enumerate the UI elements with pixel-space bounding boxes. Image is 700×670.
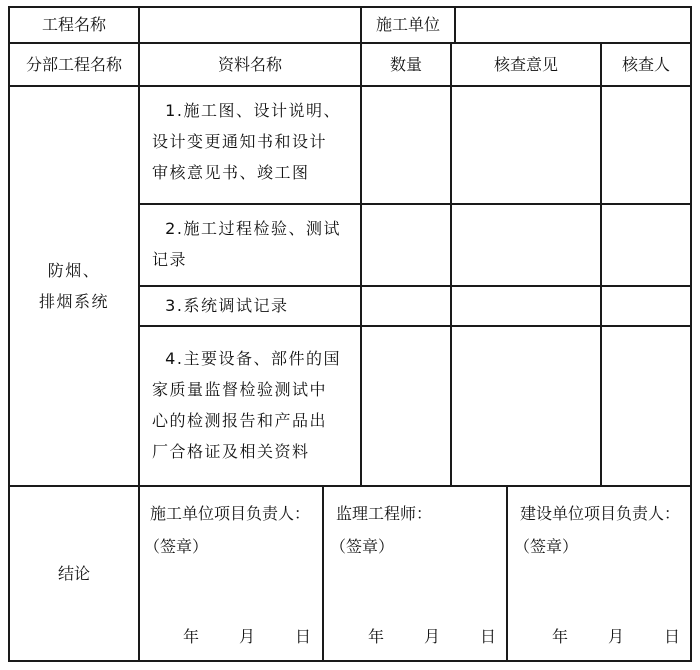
date-month: 月 [239,627,256,646]
date-day: 日 [295,627,312,646]
document-item-line: 4.主要设备、部件的国 [152,349,341,368]
document-item-line: 审核意见书、竣工图 [152,163,310,182]
document-item-line: 3.系统调试记录 [152,296,289,315]
opinion-cell[interactable] [452,87,600,203]
supervisor-seal: （签章） [330,537,395,556]
quantity-cell[interactable] [362,87,450,203]
owner-date[interactable] [552,624,700,647]
supervisor-date[interactable] [368,624,536,647]
opinion-cell[interactable] [452,327,600,485]
project-name-value[interactable] [140,8,360,42]
subdivision-name-line: 排烟系统 [38,292,109,311]
project-name-label: 工程名称 [41,15,106,35]
date-day: 日 [480,627,497,646]
rule-bottom [8,660,692,662]
opinion-cell[interactable] [452,205,600,285]
date-year: 年 [552,627,569,646]
document-item-line: 家质量监督检验测试中 [152,380,328,399]
date-day: 日 [664,627,681,646]
contractor-signature-title: 施工单位项目负责人： [150,504,311,523]
column-document-name: 资料名称 [217,54,282,74]
conclusion-label: 结论 [57,563,90,583]
supervisor-signature-title: 监理工程师： [336,504,433,523]
quantity-cell[interactable] [362,287,450,325]
rule-conclusion-1 [138,485,140,662]
document-item-4 [152,343,341,467]
inspector-cell[interactable] [602,327,690,485]
rule-right [690,6,692,662]
subdivision-name [10,87,138,485]
document-item-line: 厂合格证及相关资料 [152,442,310,461]
contractor-seal: （签章） [144,537,209,556]
quantity-cell[interactable] [362,327,450,485]
owner-signature-title: 建设单位项目负责人： [520,504,681,523]
date-year: 年 [368,627,385,646]
contractor-date[interactable] [183,624,351,647]
document-item-line: 心的检测报告和产品出 [152,411,328,430]
column-inspector: 核查人 [621,54,670,74]
document-item-line: 设计变更通知书和设计 [152,132,328,151]
document-item-2 [152,213,341,275]
date-month: 月 [608,627,625,646]
inspection-form [8,6,692,662]
quantity-cell[interactable] [362,205,450,285]
document-item-line: 1.施工图、设计说明、 [152,101,341,120]
document-item-1 [152,95,341,188]
column-subdivision: 分部工程名称 [25,54,122,74]
construction-unit-label: 施工单位 [375,15,440,35]
column-quantity: 数量 [389,54,422,74]
inspector-cell[interactable] [602,87,690,203]
owner-seal: （签章） [514,537,579,556]
inspector-cell[interactable] [602,205,690,285]
document-item-line: 2.施工过程检验、测试 [152,219,341,238]
document-item-line: 记录 [152,250,188,269]
document-item-3 [152,290,288,321]
subdivision-name-line: 防烟、 [47,261,101,280]
construction-unit-value[interactable] [456,8,690,42]
column-inspection-opinion: 核查意见 [493,54,558,74]
date-year: 年 [183,627,200,646]
date-month: 月 [424,627,441,646]
opinion-cell[interactable] [452,287,600,325]
inspector-cell[interactable] [602,287,690,325]
